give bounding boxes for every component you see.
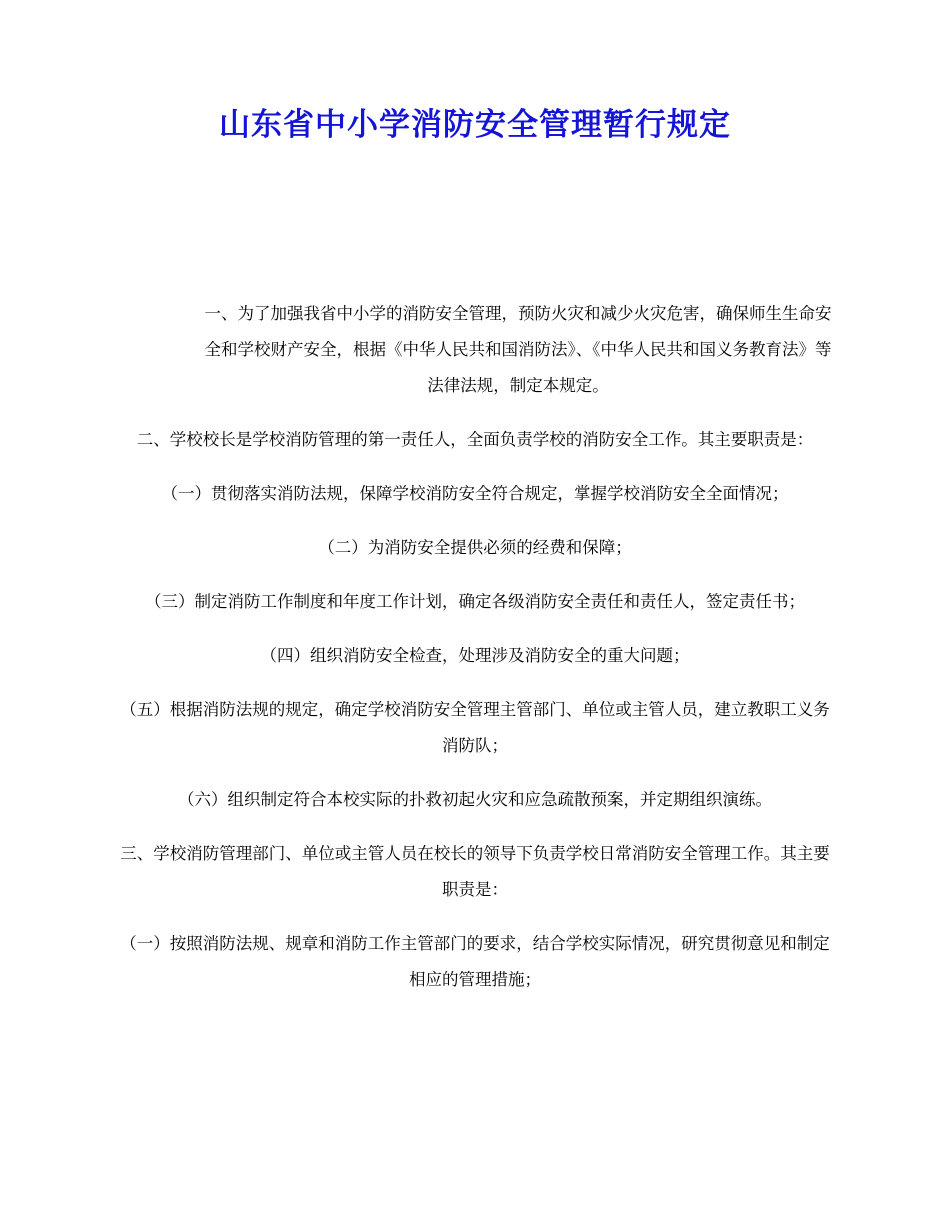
paragraph-article-2: 二、学校校长是学校消防管理的第一责任人，全面负责学校的消防安全工作。其主要职责是： (136, 430, 814, 449)
paragraph-item-2-5: （五）根据消防法规的规定，确定学校消防安全管理主管部门、单位或主管人员，建立教职工义务消防队； (120, 700, 830, 755)
paragraph-item-2-3: （三）制定消防工作制度和年度工作计划，确定各级消防安全责任和责任人，签定责任书； (145, 592, 805, 611)
paragraph-article-3: 三、学校消防管理部门、单位或主管人员在校长的领导下负责学校日常消防安全管理工作。其主要职责是： (120, 844, 830, 899)
paragraph-item-2-4: （四）组织消防安全检查，处理涉及消防安全的重大问题； (260, 646, 690, 665)
paragraph-item-3-1: （一）按照消防法规、规章和消防工作主管部门的要求，结合学校实际情况，研究贯彻意见和制定相应的管理措施； (120, 934, 830, 989)
paragraph-item-2-2: （二）为消防安全提供必须的经费和保障； (318, 538, 632, 557)
paragraph-item-2-1: （一）贯彻落实消防法规，保障学校消防安全符合规定，掌握学校消防安全全面情况； (161, 484, 789, 503)
paragraph-article-1: 一、为了加强我省中小学的消防安全管理，预防火灾和减少火灾危害，确保师生生命安全和学校财产安全，根据《中华人民共和国消防法》、《中华人民共和国义务教育法》等法律法规，制定本规定。 (204, 304, 832, 395)
paragraph-item-2-6: （六）组织制定符合本校实际的扑救初起火灾和应急疏散预案，并定期组织演练。 (178, 790, 772, 809)
document-body (118, 296, 832, 1016)
document-title: 山东省中小学消防安全管理暂行规定 (219, 107, 731, 143)
